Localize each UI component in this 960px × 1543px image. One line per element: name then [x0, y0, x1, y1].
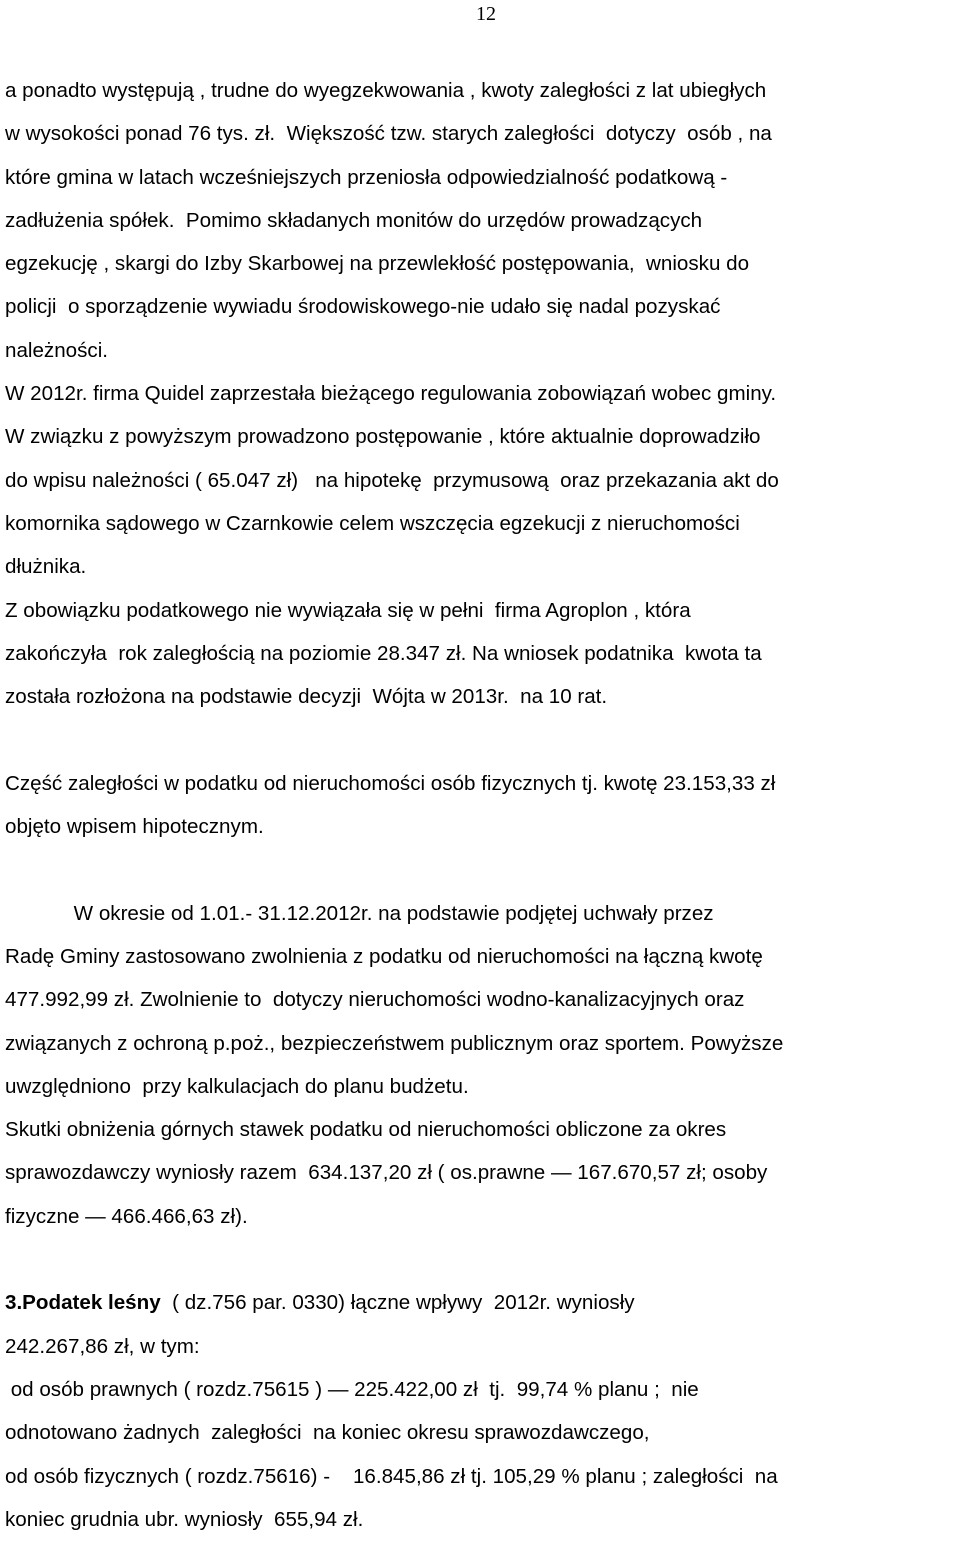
text-line: od osób prawnych ( rozdz.75615 ) — 225.422,00 zł tj. 99,74 % planu ; nie	[5, 1377, 699, 1401]
text-line: koniec grudnia ubr. wyniosły 655,94 zł.	[5, 1507, 364, 1531]
section-heading-rest: ( dz.756 par. 0330) łączne wpływy 2012r. wyniosły	[160, 1291, 635, 1315]
text-line: W związku z powyższym prowadzono postępowanie , które aktualnie doprowadziło	[5, 425, 761, 449]
text-line: 477.992,99 zł. Zwolnienie to dotyczy nieruchomości wodno-kanalizacyjnych oraz	[5, 988, 745, 1012]
blank-line	[5, 1238, 957, 1281]
text-line: została rozłożona na podstawie decyzji Wójta w 2013r. na 10 rat.	[5, 685, 608, 709]
text-line: egzekucję , skargi do Izby Skarbowej na przewlekłość postępowania, wniosku do	[5, 252, 750, 276]
blank-line	[5, 718, 957, 761]
text-line: odnotowano żadnych zaległości na koniec okresu sprawozdawczego,	[5, 1421, 650, 1445]
text-line: Część zaległości w podatku od nieruchomości osób fizycznych tj. kwotę 23.153,33 zł	[5, 771, 776, 795]
document-body	[5, 69, 957, 1541]
text-line: W 2012r. firma Quidel zaprzestała bieżącego regulowania zobowiązań wobec gminy.	[5, 382, 777, 406]
text-line: komornika sądowego w Czarnkowie celem wszczęcia egzekucji z nieruchomości	[5, 511, 740, 535]
text-line: od osób fizycznych ( rozdz.75616) - 16.845,86 zł tj. 105,29 % planu ; zaległości na	[5, 1464, 778, 1488]
section-heading-line	[5, 1281, 957, 1324]
text-line: zakończyła rok zaległością na poziomie 28.347 zł. Na wniosek podatnika kwota ta	[5, 641, 762, 665]
text-line: a ponadto występują , trudne do wyegzekwowania , kwoty zaległości z lat ubiegłych	[5, 79, 767, 102]
paragraph-rate-reduction	[5, 1108, 957, 1238]
section-forest-tax	[5, 1281, 957, 1541]
paragraph-arrears-overview	[5, 69, 957, 372]
text-line: Skutki obniżenia górnych stawek podatku od nieruchomości obliczone za okres	[5, 1118, 727, 1142]
text-line: objęto wpisem hipotecznym.	[5, 815, 264, 839]
paragraph-exemptions	[5, 892, 957, 1108]
text-line: Z obowiązku podatkowego nie wywiązała się w pełni firma Agroplon , która	[5, 598, 691, 622]
text-line: sprawozdawczy wyniosły razem 634.137,20 zł ( os.prawne — 167.670,57 zł; osoby	[5, 1161, 768, 1185]
text-line: związanych z ochroną p.poż., bezpieczeństwem publicznym oraz sportem. Powyższe	[5, 1031, 784, 1055]
text-line: dłużnika.	[5, 555, 87, 579]
blank-line	[5, 848, 957, 891]
paragraph-mortgage-entry	[5, 762, 957, 849]
text-line: fizyczne — 466.466,63 zł).	[5, 1204, 248, 1228]
paragraph-agroplon	[5, 589, 957, 719]
text-line: policji o sporządzenie wywiadu środowiskowego-nie udało się nadal pozyskać	[5, 295, 721, 319]
text-line: W okresie od 1.01.- 31.12.2012r. na podstawie podjętej uchwały przez	[5, 901, 714, 925]
text-line: które gmina w latach wcześniejszych przeniosła odpowiedzialność podatkową -	[5, 165, 728, 189]
page-number: 12	[476, 3, 496, 25]
text-line: należności.	[5, 338, 109, 362]
text-line: zadłużenia spółek. Pomimo składanych monitów do urzędów prowadzących	[5, 208, 703, 232]
section-heading: 3.Podatek leśny	[5, 1291, 161, 1315]
paragraph-quidel	[5, 372, 957, 588]
text-line: w wysokości ponad 76 tys. zł. Większość tzw. starych zaległości dotyczy osób , na	[5, 122, 772, 146]
text-line: do wpisu należności ( 65.047 zł) na hipotekę przymusową oraz przekazania akt do	[5, 468, 779, 492]
text-line: Radę Gminy zastosowano zwolnienia z podatku od nieruchomości na łączną kwotę	[5, 944, 763, 968]
text-line: uwzględniono przy kalkulacjach do planu budżetu.	[5, 1074, 469, 1098]
text-line: 242.267,86 zł, w tym:	[5, 1334, 200, 1358]
